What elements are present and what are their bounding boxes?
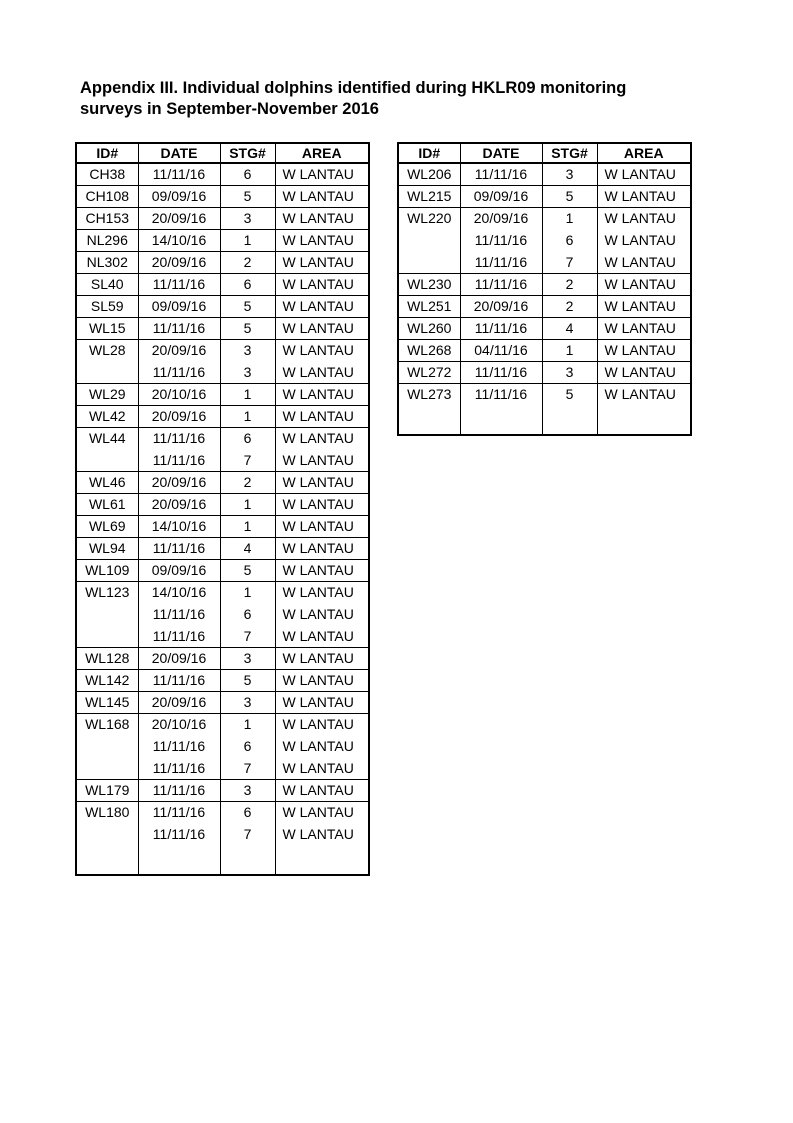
table-row [76,757,369,779]
id-cell: WL46 [76,471,138,493]
date-cell: 11/11/16 [138,625,220,647]
area-cell: W LANTAU [275,537,369,559]
table-row [76,339,369,361]
stg-cell: 1 [220,405,275,427]
table-row [398,207,691,229]
stg-cell: 3 [220,779,275,801]
id-cell: CH153 [76,207,138,229]
date-cell: 14/10/16 [138,229,220,251]
id-cell [76,735,138,757]
table-row [398,251,691,273]
table-row [398,339,691,361]
area-cell: W LANTAU [275,273,369,295]
stg-cell: 1 [542,207,597,229]
area-cell: W LANTAU [275,295,369,317]
area-cell: W LANTAU [275,603,369,625]
id-cell: WL268 [398,339,460,361]
stg-cell: 1 [220,581,275,603]
area-cell: W LANTAU [275,823,369,845]
id-cell: WL273 [398,383,460,405]
id-cell: CH38 [76,163,138,185]
table-row [76,669,369,691]
stg-cell: 5 [220,559,275,581]
header-area: AREA [597,143,691,163]
table-row [398,163,691,185]
table-row [398,383,691,405]
stg-cell: 4 [220,537,275,559]
table-row [398,295,691,317]
date-cell: 20/09/16 [138,493,220,515]
area-cell: W LANTAU [275,251,369,273]
id-cell: WL109 [76,559,138,581]
stg-cell: 3 [220,339,275,361]
table-filler-row [398,405,691,435]
id-cell [76,603,138,625]
table-row [398,317,691,339]
date-cell: 11/11/16 [138,779,220,801]
area-cell: W LANTAU [275,427,369,449]
area-cell: W LANTAU [275,229,369,251]
id-cell [76,823,138,845]
id-cell [398,251,460,273]
area-cell: W LANTAU [597,163,691,185]
area-cell: W LANTAU [275,757,369,779]
id-cell: WL180 [76,801,138,823]
table-row [398,361,691,383]
stg-cell: 3 [220,647,275,669]
table-row [76,207,369,229]
date-cell: 20/10/16 [138,713,220,735]
id-cell: WL69 [76,515,138,537]
id-cell [76,625,138,647]
date-cell: 04/11/16 [460,339,542,361]
area-cell: W LANTAU [275,691,369,713]
id-cell: WL215 [398,185,460,207]
table-row [76,691,369,713]
area-cell: W LANTAU [275,735,369,757]
table-row [76,493,369,515]
stg-cell: 5 [542,185,597,207]
date-cell: 20/09/16 [138,339,220,361]
stg-cell: 7 [220,449,275,471]
stg-cell: 1 [220,515,275,537]
id-cell: SL59 [76,295,138,317]
table-row [76,383,369,405]
title-line-2: surveys in September-November 2016 [80,100,379,118]
date-cell: 20/10/16 [138,383,220,405]
date-cell: 14/10/16 [138,515,220,537]
area-cell: W LANTAU [275,361,369,383]
date-cell: 11/11/16 [138,669,220,691]
area-cell: W LANTAU [275,471,369,493]
date-cell: 11/11/16 [138,427,220,449]
stg-cell: 1 [220,713,275,735]
header-id: ID# [398,143,460,163]
id-cell: SL40 [76,273,138,295]
date-cell: 11/11/16 [138,603,220,625]
id-cell: WL251 [398,295,460,317]
stg-cell: 7 [220,625,275,647]
stg-cell: 3 [220,207,275,229]
area-cell: W LANTAU [275,581,369,603]
table-row [76,317,369,339]
stg-cell: 2 [220,251,275,273]
header-stg: STG# [542,143,597,163]
id-cell: NL296 [76,229,138,251]
stg-cell: 4 [542,317,597,339]
id-cell: WL42 [76,405,138,427]
area-cell: W LANTAU [597,317,691,339]
table-row [76,295,369,317]
table-row [398,273,691,295]
empty-cell [220,845,275,875]
date-cell: 20/09/16 [138,471,220,493]
date-cell: 09/09/16 [460,185,542,207]
table-row [76,471,369,493]
stg-cell: 3 [220,691,275,713]
area-cell: W LANTAU [597,251,691,273]
id-cell: WL128 [76,647,138,669]
id-cell: WL61 [76,493,138,515]
table-row [76,361,369,383]
stg-cell: 5 [220,317,275,339]
table-row [76,163,369,185]
area-cell: W LANTAU [275,559,369,581]
date-cell: 20/09/16 [138,405,220,427]
id-cell: CH108 [76,185,138,207]
id-cell: WL28 [76,339,138,361]
date-cell: 11/11/16 [460,229,542,251]
area-cell: W LANTAU [597,185,691,207]
table-row [76,779,369,801]
table-row [76,713,369,735]
id-cell [76,757,138,779]
table-body [76,163,369,875]
date-cell: 11/11/16 [138,757,220,779]
stg-cell: 3 [220,361,275,383]
area-cell: W LANTAU [275,493,369,515]
date-cell: 11/11/16 [138,735,220,757]
date-cell: 11/11/16 [138,823,220,845]
header-date: DATE [138,143,220,163]
dolphin-table-left [75,142,370,876]
id-cell [76,361,138,383]
stg-cell: 2 [542,273,597,295]
table-row [76,625,369,647]
area-cell: W LANTAU [275,163,369,185]
stg-cell: 5 [542,383,597,405]
table-row [398,229,691,251]
table-row [76,801,369,823]
area-cell: W LANTAU [275,713,369,735]
stg-cell: 6 [542,229,597,251]
page-title [80,78,760,120]
id-cell: WL145 [76,691,138,713]
date-cell: 09/09/16 [138,295,220,317]
area-cell: W LANTAU [275,405,369,427]
date-cell: 09/09/16 [138,559,220,581]
table-row [76,427,369,449]
id-cell [398,229,460,251]
stg-cell: 7 [220,757,275,779]
id-cell: NL302 [76,251,138,273]
title-line-1: Appendix III. Individual dolphins identified during HKLR09 monitoring [80,79,627,97]
table-row [76,273,369,295]
date-cell: 20/09/16 [138,251,220,273]
date-cell: 11/11/16 [138,317,220,339]
area-cell: W LANTAU [275,801,369,823]
table-row [76,735,369,757]
id-cell: WL142 [76,669,138,691]
table-row [398,185,691,207]
area-cell: W LANTAU [275,779,369,801]
date-cell: 11/11/16 [138,801,220,823]
area-cell: W LANTAU [597,229,691,251]
stg-cell: 6 [220,273,275,295]
id-cell: WL272 [398,361,460,383]
id-cell: WL168 [76,713,138,735]
header-area: AREA [275,143,369,163]
stg-cell: 6 [220,735,275,757]
table-row [76,229,369,251]
id-cell [76,449,138,471]
area-cell: W LANTAU [597,207,691,229]
stg-cell: 6 [220,163,275,185]
id-cell: WL179 [76,779,138,801]
table-row [76,515,369,537]
table-row [76,603,369,625]
stg-cell: 1 [220,229,275,251]
area-cell: W LANTAU [597,339,691,361]
area-cell: W LANTAU [275,669,369,691]
stg-cell: 3 [542,163,597,185]
stg-cell: 1 [542,339,597,361]
table-filler-row [76,845,369,875]
id-cell: WL230 [398,273,460,295]
table-row [76,185,369,207]
area-cell: W LANTAU [275,339,369,361]
stg-cell: 5 [220,185,275,207]
table-header-row [76,143,369,163]
stg-cell: 5 [220,295,275,317]
date-cell: 11/11/16 [138,273,220,295]
table-row [76,559,369,581]
stg-cell: 5 [220,669,275,691]
date-cell: 14/10/16 [138,581,220,603]
area-cell: W LANTAU [597,273,691,295]
table-row [76,823,369,845]
date-cell: 09/09/16 [138,185,220,207]
date-cell: 20/09/16 [460,295,542,317]
table-row [76,647,369,669]
header-id: ID# [76,143,138,163]
empty-cell [542,405,597,435]
id-cell: WL15 [76,317,138,339]
date-cell: 20/09/16 [138,691,220,713]
area-cell: W LANTAU [275,383,369,405]
empty-cell [597,405,691,435]
stg-cell: 2 [542,295,597,317]
area-cell: W LANTAU [275,449,369,471]
empty-cell [460,405,542,435]
date-cell: 20/09/16 [138,207,220,229]
id-cell: WL220 [398,207,460,229]
stg-cell: 1 [220,383,275,405]
table-row [76,537,369,559]
date-cell: 11/11/16 [460,317,542,339]
date-cell: 11/11/16 [138,361,220,383]
area-cell: W LANTAU [275,625,369,647]
stg-cell: 1 [220,493,275,515]
area-cell: W LANTAU [275,207,369,229]
empty-cell [138,845,220,875]
date-cell: 11/11/16 [460,273,542,295]
id-cell: WL94 [76,537,138,559]
stg-cell: 6 [220,801,275,823]
area-cell: W LANTAU [275,515,369,537]
stg-cell: 6 [220,603,275,625]
stg-cell: 6 [220,427,275,449]
table-row [76,405,369,427]
table-row [76,449,369,471]
id-cell: WL29 [76,383,138,405]
id-cell: WL206 [398,163,460,185]
area-cell: W LANTAU [597,295,691,317]
stg-cell: 7 [220,823,275,845]
stg-cell: 3 [542,361,597,383]
table-body [398,163,691,435]
table-row [76,251,369,273]
id-cell: WL123 [76,581,138,603]
header-stg: STG# [220,143,275,163]
date-cell: 11/11/16 [138,163,220,185]
area-cell: W LANTAU [275,317,369,339]
date-cell: 11/11/16 [460,163,542,185]
id-cell: WL260 [398,317,460,339]
id-cell: WL44 [76,427,138,449]
header-date: DATE [460,143,542,163]
date-cell: 11/11/16 [138,449,220,471]
area-cell: W LANTAU [597,361,691,383]
date-cell: 20/09/16 [460,207,542,229]
dolphin-table-right [397,142,692,436]
area-cell: W LANTAU [597,383,691,405]
area-cell: W LANTAU [275,185,369,207]
date-cell: 20/09/16 [138,647,220,669]
area-cell: W LANTAU [275,647,369,669]
date-cell: 11/11/16 [460,361,542,383]
stg-cell: 2 [220,471,275,493]
empty-cell [398,405,460,435]
table-row [76,581,369,603]
stg-cell: 7 [542,251,597,273]
empty-cell [275,845,369,875]
empty-cell [76,845,138,875]
table-header-row [398,143,691,163]
date-cell: 11/11/16 [460,383,542,405]
date-cell: 11/11/16 [460,251,542,273]
date-cell: 11/11/16 [138,537,220,559]
